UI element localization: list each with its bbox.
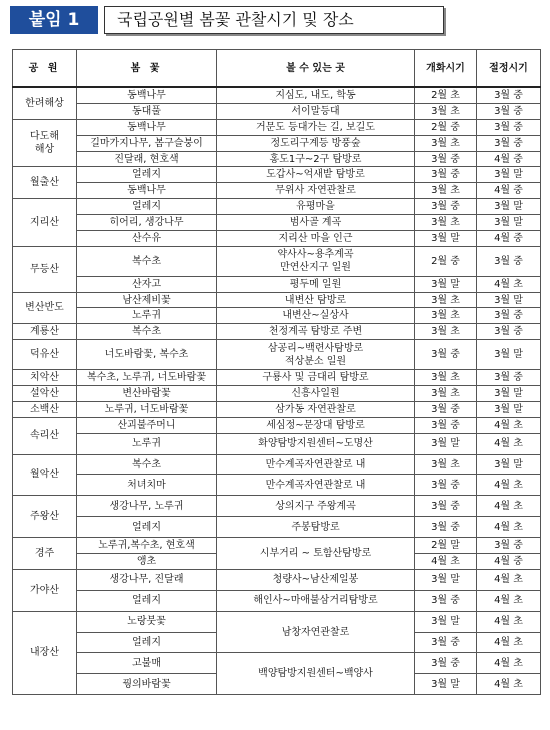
peak-cell: 4월 초 (477, 517, 541, 538)
place-cell: 도갑사~억새밭 탐방로 (217, 167, 415, 183)
place-cell: 신흥사일원 (217, 385, 415, 401)
park-name: 소백산 (13, 401, 77, 417)
table-row (13, 276, 541, 292)
table-row (13, 517, 541, 538)
park-name: 속리산 (13, 417, 77, 454)
place-cell: 정도리구계등 방풍숲 (217, 135, 415, 151)
bloom-cell: 2월 초 (415, 87, 477, 103)
flower-cell: 노랑붓꽃 (77, 611, 217, 632)
flower-cell: 복수초 (77, 454, 217, 475)
peak-cell: 4월 초 (477, 433, 541, 454)
place-cell: 만수계곡자연관찰로 내 (217, 454, 415, 475)
park-name: 지리산 (13, 199, 77, 247)
peak-cell: 4월 중 (477, 151, 541, 167)
bloom-cell: 3월 초 (415, 215, 477, 231)
table-row (13, 454, 541, 475)
peak-cell: 3월 말 (477, 340, 541, 370)
flower-cell: 앵초 (77, 553, 217, 569)
bloom-cell: 2월 중 (415, 246, 477, 276)
park-name: 계룡산 (13, 324, 77, 340)
col-peak: 절정시기 (477, 50, 541, 88)
place-cell: 지리산 마을 인근 (217, 231, 415, 247)
place-cell: 범사골 계곡 (217, 215, 415, 231)
peak-cell: 3월 중 (477, 370, 541, 386)
peak-cell: 4월 초 (477, 417, 541, 433)
place-cell: 거문도 등대가는 길, 보길도 (217, 119, 415, 135)
park-name: 변산반도 (13, 292, 77, 324)
bloom-cell: 3월 말 (415, 611, 477, 632)
flower-cell: 너도바람꽃, 복수초 (77, 340, 217, 370)
peak-cell: 4월 초 (477, 475, 541, 496)
bloom-cell: 3월 초 (415, 292, 477, 308)
peak-cell: 4월 초 (477, 276, 541, 292)
flower-cell: 산자고 (77, 276, 217, 292)
park-name: 월악산 (13, 454, 77, 496)
bloom-cell: 3월 중 (415, 199, 477, 215)
peak-cell: 4월 초 (477, 611, 541, 632)
flower-cell: 얼레지 (77, 632, 217, 653)
place-cell: 삼공리~백련사탐방로 적상분소 일원 (217, 340, 415, 370)
place-cell: 내변산 탐방로 (217, 292, 415, 308)
peak-cell: 3월 말 (477, 215, 541, 231)
bloom-cell: 3월 말 (415, 674, 477, 695)
place-cell: 삼가동 자연관찰로 (217, 401, 415, 417)
flower-cell: 산수유 (77, 231, 217, 247)
flower-cell: 동백나무 (77, 119, 217, 135)
flower-cell: 꿩의바람꽃 (77, 674, 217, 695)
place-cell: 구룡사 및 금대리 탐방로 (217, 370, 415, 386)
page-title: 국립공원별 봄꽃 관찰시기 및 장소 (104, 6, 444, 34)
place-cell: 지심도, 내도, 학동 (217, 87, 415, 103)
table-row (13, 135, 541, 151)
peak-cell: 3월 말 (477, 385, 541, 401)
park-name: 덕유산 (13, 340, 77, 370)
peak-cell: 3월 중 (477, 119, 541, 135)
table-row (13, 340, 541, 370)
park-name: 설악산 (13, 385, 77, 401)
flower-cell: 노루귀 (77, 433, 217, 454)
peak-cell: 3월 중 (477, 246, 541, 276)
col-flower: 봄 꽃 (77, 50, 217, 88)
bloom-table (12, 49, 541, 695)
flower-cell: 히어리, 생강나무 (77, 215, 217, 231)
bloom-cell: 3월 중 (415, 151, 477, 167)
flower-cell: 노루귀, 너도바람꽃 (77, 401, 217, 417)
park-name: 치악산 (13, 370, 77, 386)
bloom-cell: 3월 초 (415, 324, 477, 340)
table-row (13, 215, 541, 231)
table-row (13, 231, 541, 247)
park-name: 내장산 (13, 611, 77, 695)
flower-cell: 처녀치마 (77, 475, 217, 496)
flower-cell: 고불매 (77, 653, 217, 674)
col-place: 볼 수 있는 곳 (217, 50, 415, 88)
bloom-cell: 2월 중 (415, 119, 477, 135)
flower-cell: 복수초 (77, 324, 217, 340)
attachment-badge: 붙임 1 (10, 6, 98, 34)
park-name: 가야산 (13, 569, 77, 611)
flower-cell: 생강나무, 진달래 (77, 569, 217, 590)
bloom-cell: 3월 중 (415, 632, 477, 653)
col-park: 공 원 (13, 50, 77, 88)
flower-cell: 변산바람꽃 (77, 385, 217, 401)
flower-cell: 산괴불주머니 (77, 417, 217, 433)
peak-cell: 4월 초 (477, 569, 541, 590)
park-name: 무등산 (13, 246, 77, 292)
bloom-cell: 3월 초 (415, 308, 477, 324)
table-row (13, 151, 541, 167)
place-cell: 시부거리 ~ 토함산탐방로 (217, 538, 415, 570)
table-row (13, 167, 541, 183)
flower-cell: 노루귀 (77, 308, 217, 324)
place-cell: 청량사~남산제일봉 (217, 569, 415, 590)
place-cell: 약사사~용추계곡 만연산지구 일원 (217, 246, 415, 276)
table-row (13, 475, 541, 496)
place-cell: 내변산~실상사 (217, 308, 415, 324)
flower-cell: 길마가지나무, 봄구슬붕이 (77, 135, 217, 151)
table-row (13, 308, 541, 324)
peak-cell: 3월 중 (477, 87, 541, 103)
flower-cell: 얼레지 (77, 517, 217, 538)
bloom-cell: 3월 중 (415, 590, 477, 611)
bloom-cell: 3월 중 (415, 517, 477, 538)
table-row (13, 433, 541, 454)
peak-cell: 3월 말 (477, 454, 541, 475)
table-row (13, 324, 541, 340)
place-cell: 해인사~마애불삼거리탐방로 (217, 590, 415, 611)
flower-cell: 노루귀,복수초, 현호색 (77, 538, 217, 554)
table-row (13, 385, 541, 401)
table-row (13, 569, 541, 590)
table-row (13, 653, 541, 674)
flower-cell: 생강나무, 노루귀 (77, 496, 217, 517)
park-name: 경주 (13, 538, 77, 570)
flower-cell: 얼레지 (77, 590, 217, 611)
place-cell: 상의지구 주왕계곡 (217, 496, 415, 517)
bloom-cell: 3월 중 (415, 401, 477, 417)
peak-cell: 3월 말 (477, 199, 541, 215)
peak-cell: 4월 초 (477, 632, 541, 653)
table-row (13, 590, 541, 611)
peak-cell: 3월 말 (477, 292, 541, 308)
table-row (13, 292, 541, 308)
bloom-cell: 3월 초 (415, 385, 477, 401)
flower-cell: 동대풀 (77, 103, 217, 119)
bloom-cell: 3월 중 (415, 340, 477, 370)
bloom-cell: 4월 초 (415, 553, 477, 569)
place-cell: 평두메 일원 (217, 276, 415, 292)
table-row (13, 401, 541, 417)
flower-cell: 남산제비꽃 (77, 292, 217, 308)
bloom-cell: 3월 중 (415, 167, 477, 183)
bloom-cell: 3월 말 (415, 433, 477, 454)
table-row (13, 119, 541, 135)
bloom-cell: 3월 말 (415, 276, 477, 292)
table-row (13, 183, 541, 199)
place-cell: 남창자연관찰로 (217, 611, 415, 653)
flower-cell: 진달래, 현호색 (77, 151, 217, 167)
table-row (13, 246, 541, 276)
table-row (13, 103, 541, 119)
header (0, 6, 550, 36)
bloom-cell: 3월 초 (415, 183, 477, 199)
place-cell: 유평마을 (217, 199, 415, 215)
table-row (13, 611, 541, 632)
table-body (13, 87, 541, 695)
bloom-cell: 3월 중 (415, 417, 477, 433)
peak-cell: 3월 중 (477, 135, 541, 151)
flower-cell: 동백나무 (77, 87, 217, 103)
place-cell: 백양탐방지원센터~백양사 (217, 653, 415, 695)
bloom-cell: 3월 중 (415, 653, 477, 674)
peak-cell: 4월 초 (477, 674, 541, 695)
peak-cell: 3월 말 (477, 167, 541, 183)
table-row (13, 370, 541, 386)
place-cell: 홍도1구~2구 탐방로 (217, 151, 415, 167)
bloom-cell: 3월 말 (415, 569, 477, 590)
table-row (13, 417, 541, 433)
place-cell: 서이말등대 (217, 103, 415, 119)
peak-cell: 4월 초 (477, 496, 541, 517)
flower-cell: 복수초, 노루귀, 너도바람꽃 (77, 370, 217, 386)
peak-cell: 4월 중 (477, 231, 541, 247)
place-cell: 천정계곡 탐방로 주변 (217, 324, 415, 340)
park-name: 주왕산 (13, 496, 77, 538)
park-name: 다도해 해상 (13, 119, 77, 167)
peak-cell: 4월 초 (477, 653, 541, 674)
table-row (13, 538, 541, 554)
peak-cell: 4월 초 (477, 590, 541, 611)
flower-cell: 얼레지 (77, 167, 217, 183)
park-name: 월출산 (13, 167, 77, 199)
peak-cell: 4월 중 (477, 553, 541, 569)
bloom-cell: 3월 초 (415, 370, 477, 386)
bloom-cell: 3월 중 (415, 496, 477, 517)
col-bloom: 개화시기 (415, 50, 477, 88)
peak-cell: 3월 중 (477, 308, 541, 324)
bloom-cell: 3월 중 (415, 475, 477, 496)
bloom-cell: 3월 말 (415, 231, 477, 247)
table-row (13, 199, 541, 215)
park-name: 한려해상 (13, 87, 77, 119)
place-cell: 주봉탐방로 (217, 517, 415, 538)
bloom-cell: 3월 초 (415, 103, 477, 119)
place-cell: 만수계곡자연관찰로 내 (217, 475, 415, 496)
table-header-row (13, 50, 541, 88)
peak-cell: 3월 중 (477, 538, 541, 554)
bloom-cell: 3월 초 (415, 454, 477, 475)
peak-cell: 3월 중 (477, 103, 541, 119)
peak-cell: 4월 중 (477, 183, 541, 199)
peak-cell: 3월 말 (477, 401, 541, 417)
flower-cell: 얼레지 (77, 199, 217, 215)
table-row (13, 87, 541, 103)
place-cell: 무위사 자연관찰로 (217, 183, 415, 199)
peak-cell: 3월 중 (477, 324, 541, 340)
flower-cell: 복수초 (77, 246, 217, 276)
bloom-cell: 2월 말 (415, 538, 477, 554)
bloom-cell: 3월 초 (415, 135, 477, 151)
place-cell: 세심정~문장대 탐방로 (217, 417, 415, 433)
table-row (13, 496, 541, 517)
place-cell: 화양탐방지원센터~도명산 (217, 433, 415, 454)
flower-cell: 동백나무 (77, 183, 217, 199)
